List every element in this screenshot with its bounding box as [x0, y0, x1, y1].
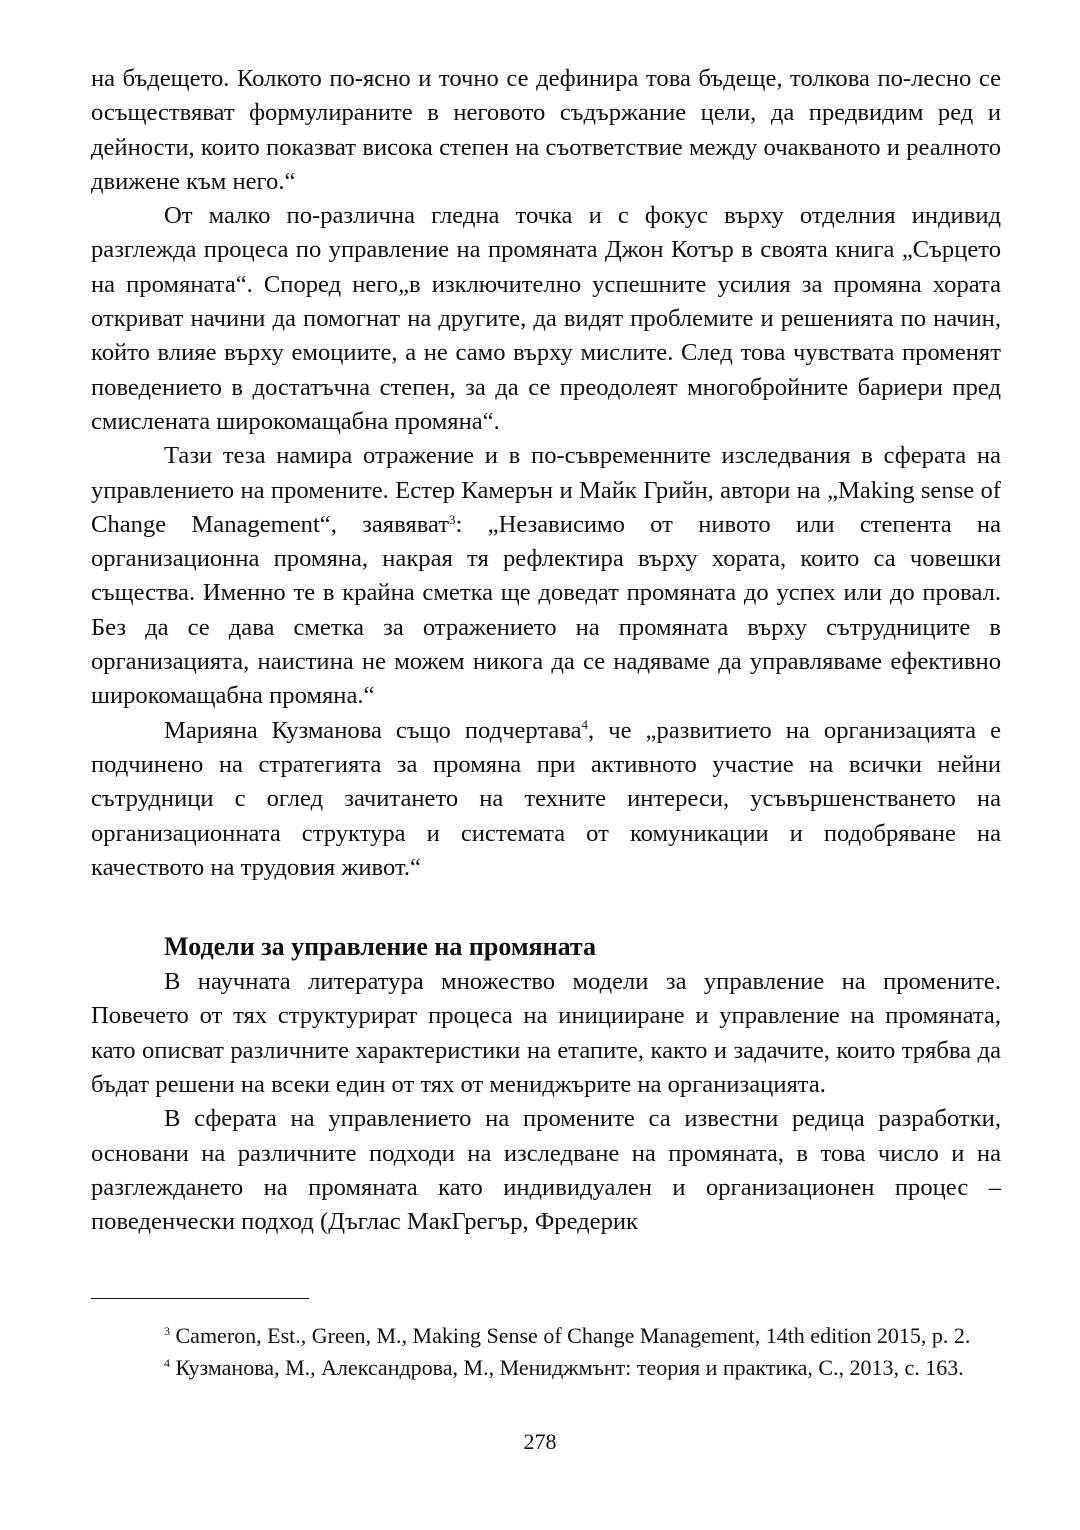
footnote-reference[interactable]: 4	[581, 717, 589, 733]
footnote-number: 3	[164, 1323, 170, 1338]
footnote-separator	[91, 1298, 309, 1299]
paragraph-text: , че „развитието на организацията е подчинено на стратегията за промяна при активното участие на всички нейни сътрудници с оглед зачитането на техните интереси, усъвършенстването на организационната структура и системата от комуникации и подобряване на качеството на трудовия живот.“	[91, 716, 1002, 881]
paragraph-text: Марияна Кузманова също подчертава	[164, 716, 582, 744]
section-text	[91, 965, 1001, 1239]
paragraph-kotter: От малко по-различна гледна точка и с фокус върху отделния индивид разглежда процеса по управление на промяната Джон Котър в своята книга „Сърцето на промяната“. Според него„в изключително успешните усилия за промяна хората откриват начини да помогнат на другите, да видят проблемите и решенията по начин, който влияе върху емоциите, а не само върху мислите. След това чувствата променят поведението в достатъчна степен, за да се преодолеят многобройните бариери пред смислената широкомащабна промяна“.	[91, 202, 1001, 435]
paragraph-text: : „Независимо от нивото или степента на организационна промяна, накрая тя рефлектира върху хората, които са човешки същества. Именно те в крайна сметка ще доведат промяната до успех или до провал. Без да се дава сметка за отражението на промяната върху сътрудниците в организацията, наистина не можем никога да се надяваме да управляваме ефективно широкомащабна промяна.“	[91, 510, 1001, 710]
paragraph-cameron-green	[91, 439, 1001, 713]
page-number: 278	[523, 1429, 557, 1454]
footnote-3	[91, 1320, 1001, 1352]
paragraph-models: В научната литература множество модели за управление на промените. Повечето от тях структурират процеса на иницииране и управление на промяната, като описват различните характеристики на етапите, както и задачите, които трябва да бъдат решени на всеки един от тях от мениджърите на организацията.	[91, 968, 1001, 1099]
paragraph-approaches: В сферата на управлението на промените са известни редица разработки, основани на различните подходи на изследване на промяната, в това число и на разглеждането на промяната като индивидуален и организационен процес – поведенчески подход (Дъглас МакГрегър, Фредерик	[91, 1105, 1001, 1236]
paragraph-continuation: на бъдещето. Колкото по-ясно и точно се дефинира това бъдеще, толкова по-лесно се осъществяват формулираните в неговото съдържание цели, да предвидим ред и дейности, които показват висока степен на съответствие между очакваното и реалното движене към него.“	[91, 65, 1001, 195]
footnote-text: Кузманова, М., Александрова, М., Мениджмънт: теория и практика, С., 2013, с. 163.	[170, 1355, 964, 1380]
page-body	[91, 62, 1001, 1240]
footnotes	[91, 1320, 1001, 1384]
paragraph-text: Тази теза намира отражение и в по-съвременните изследвания в сферата на управлението на промените. Естер Камерън и Майк Грийн, автори на „Making sense of Change Management“, заявяват	[91, 442, 1001, 538]
paragraph-kuzmanova	[91, 714, 1001, 885]
footnote-text: Cameron, Est., Green, M., Making Sense of Change Management, 14th edition 2015, p. 2.	[170, 1323, 971, 1348]
footnote-number: 4	[164, 1355, 170, 1370]
main-text	[91, 62, 1001, 885]
footnote-4	[91, 1352, 1001, 1384]
footnote-reference[interactable]: 3	[449, 511, 456, 527]
section-heading: Модели за управление на промяната	[164, 932, 597, 962]
